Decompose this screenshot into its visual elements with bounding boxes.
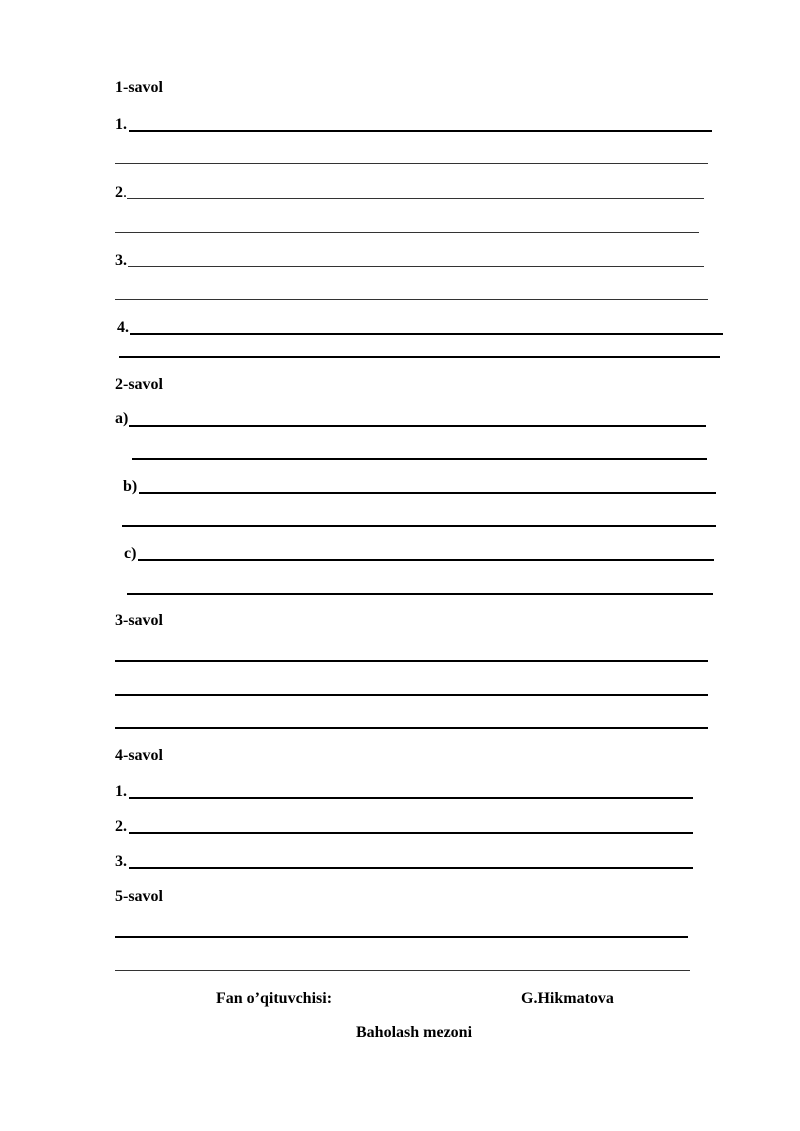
answer-line xyxy=(139,492,716,494)
answer-line xyxy=(132,458,707,460)
answer-line xyxy=(119,356,720,358)
answer-line xyxy=(129,797,693,799)
question-4-item-3-number: 3. xyxy=(115,853,127,870)
criteria-title: Baholash mezoni xyxy=(356,1024,473,1041)
question-1-item-4-number: 4. xyxy=(117,319,129,336)
question-1-item-1-number: 1. xyxy=(115,116,127,133)
answer-line xyxy=(115,936,688,938)
question-4-item-1-number: 1. xyxy=(115,783,127,800)
answer-line xyxy=(115,163,708,164)
answer-line xyxy=(130,333,723,335)
question-4-heading: 4-savol xyxy=(115,747,163,764)
answer-line xyxy=(128,266,704,267)
answer-line xyxy=(138,559,714,561)
question-2-item-a: a) xyxy=(115,410,129,427)
answer-line xyxy=(129,130,712,132)
question-2-heading: 2-savol xyxy=(115,376,163,393)
answer-line xyxy=(127,198,704,199)
answer-line xyxy=(115,299,708,300)
teacher-label: Fan o’qituvchisi: xyxy=(216,990,333,1007)
teacher-name: G.Hikmatova xyxy=(521,990,614,1007)
answer-line xyxy=(129,832,693,834)
answer-line xyxy=(122,525,716,527)
answer-line xyxy=(115,970,690,971)
answer-line xyxy=(129,867,693,869)
answer-line xyxy=(115,727,708,729)
question-2-item-b: b) xyxy=(123,478,138,495)
question-1-item-2-number: 2. xyxy=(115,184,127,201)
answer-line xyxy=(115,694,708,696)
answer-line xyxy=(115,232,699,233)
question-1-item-3-number: 3. xyxy=(115,252,127,269)
question-3-heading: 3-savol xyxy=(115,612,163,629)
question-5-heading: 5-savol xyxy=(115,888,163,905)
question-4-item-2-number: 2. xyxy=(115,818,127,835)
answer-line xyxy=(129,425,706,427)
question-2-item-c: c) xyxy=(124,545,137,562)
answer-line xyxy=(115,660,708,662)
question-1-heading: 1-savol xyxy=(115,79,163,96)
answer-line xyxy=(127,593,713,595)
